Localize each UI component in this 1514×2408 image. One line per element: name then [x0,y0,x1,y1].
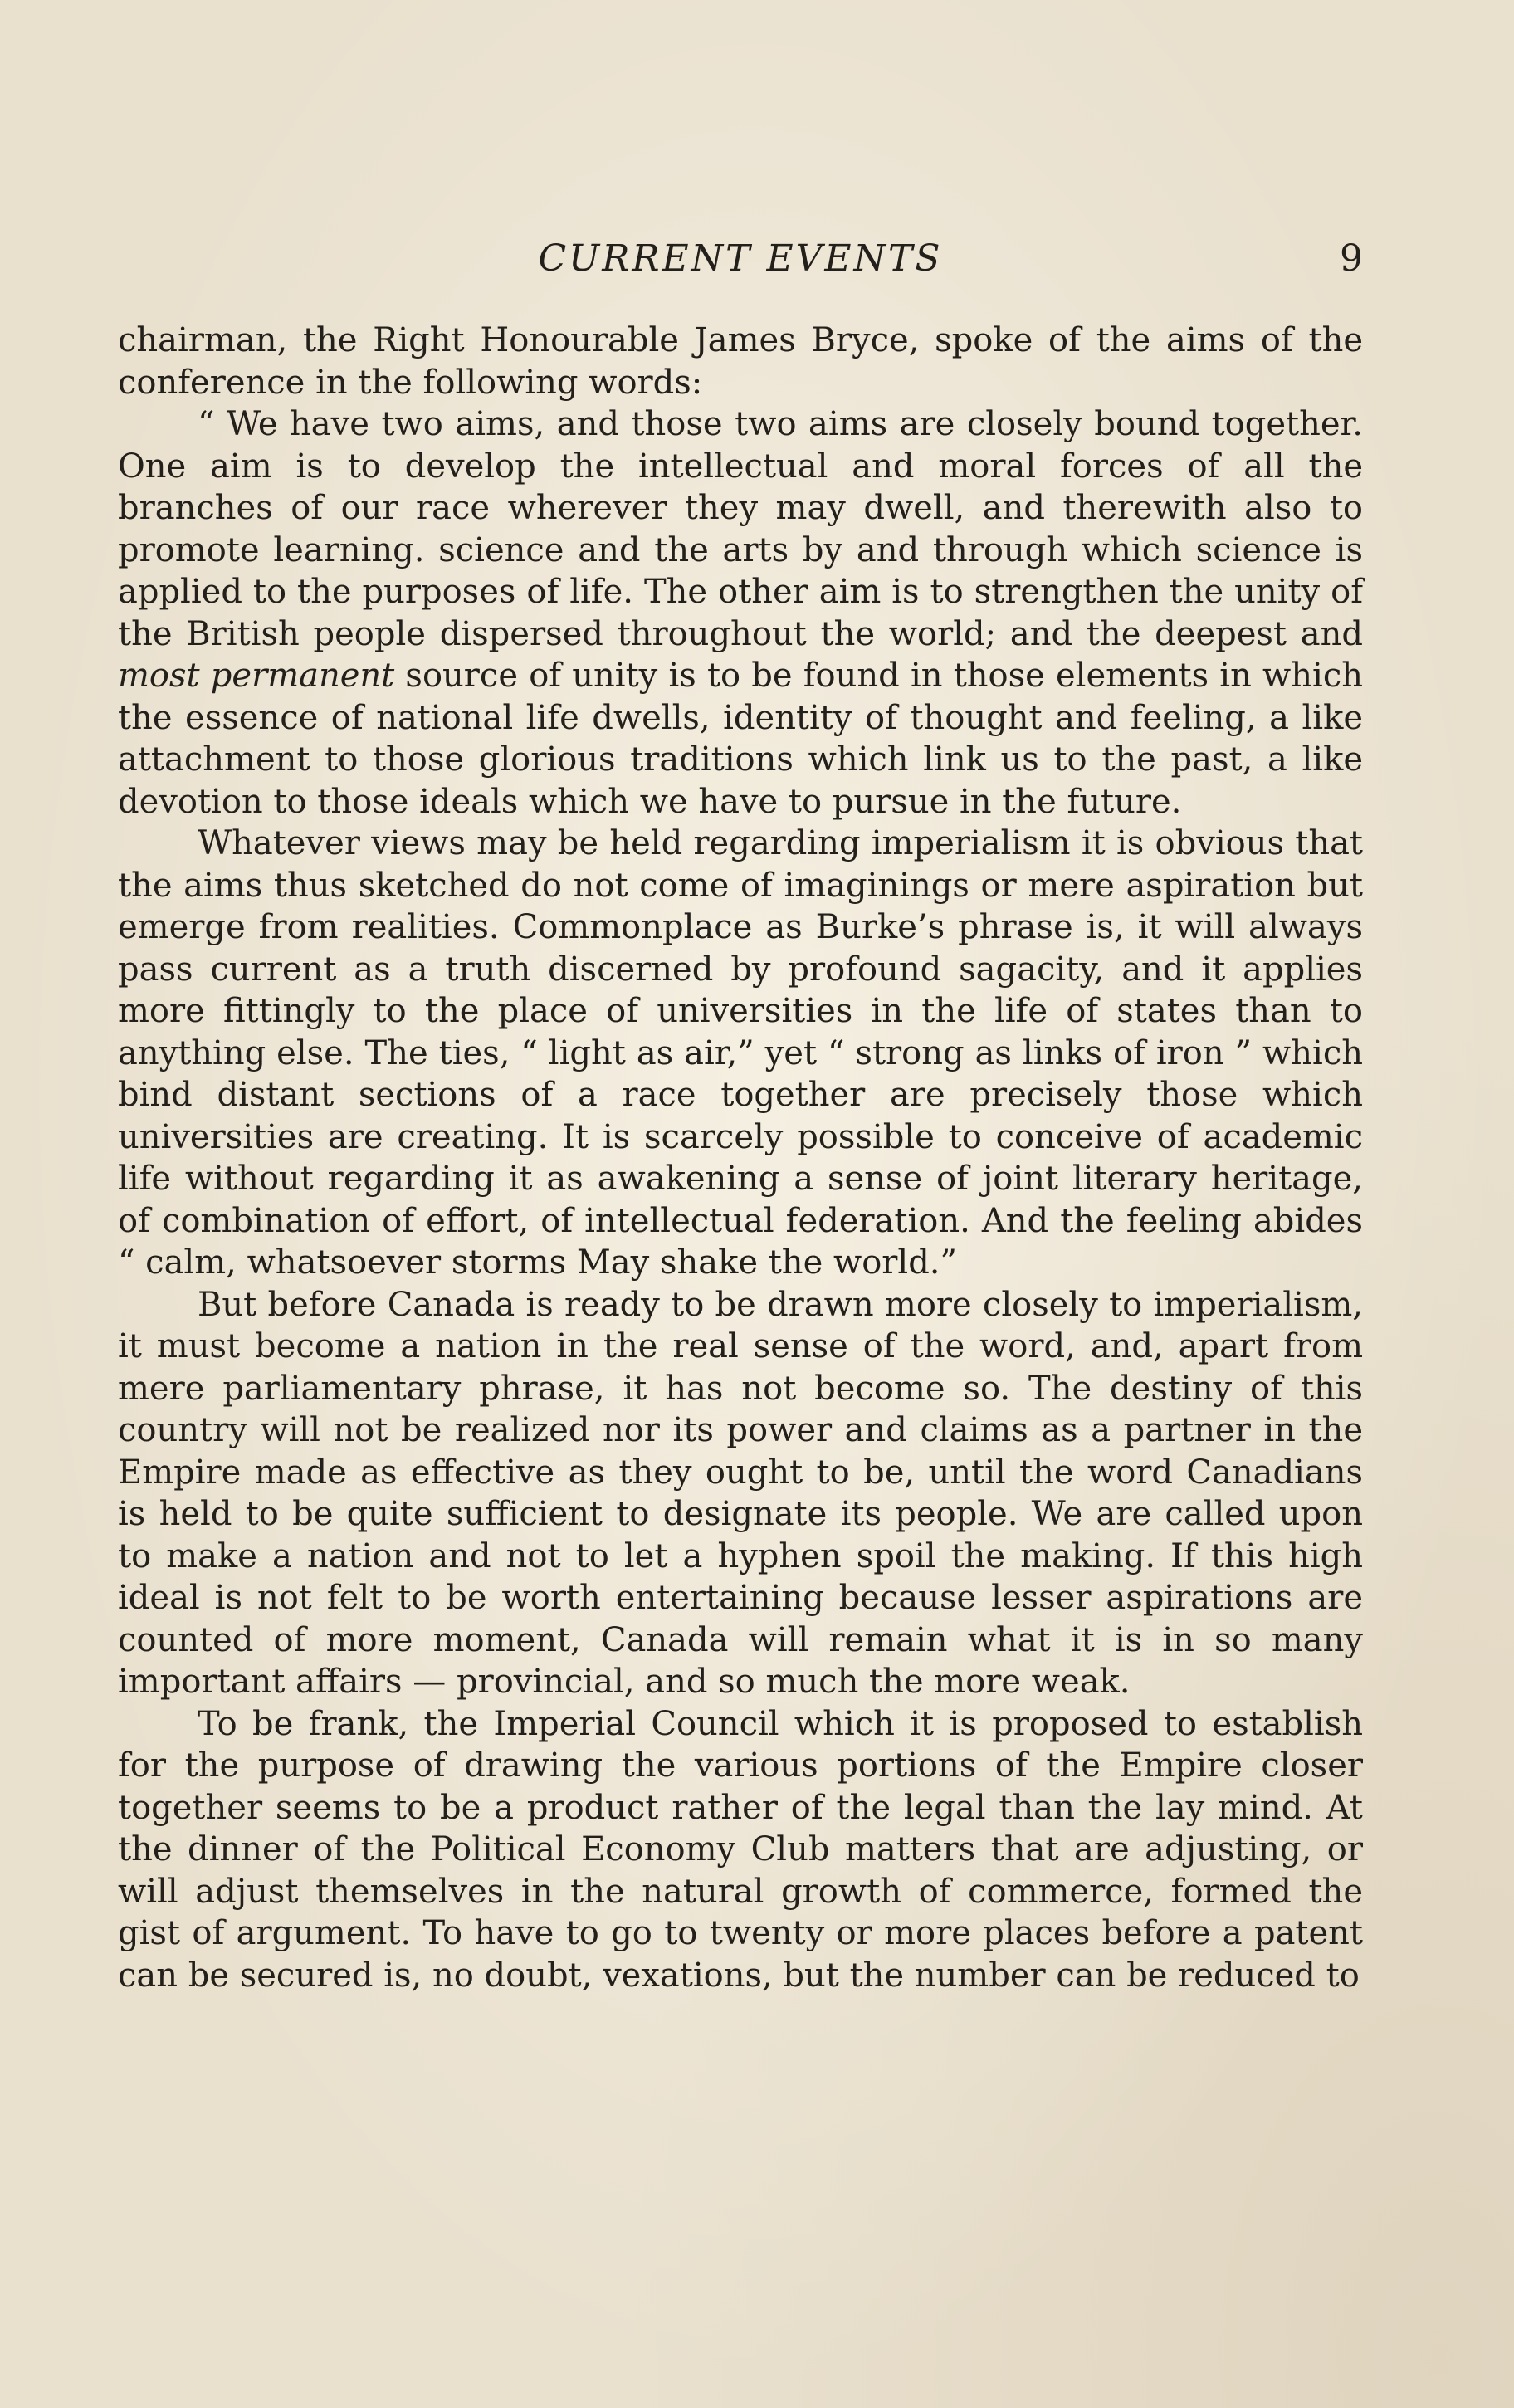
paragraph-5 [118,1703,1363,1997]
paragraph-3-text: Whatever views may be held regarding imperialism it is obvious that the aims thus sketched do not come of imaginings or mere aspiration but emerge from realities. Commonplace as Burke’s phrase is, it will always pass current as a truth discerned by profound sagacity, and it applies more fittingly to the place of universities in the life of states than to anything else. The ties, “ light as air,” yet “ strong as links of iron ” which bind distant sections of a race together are precisely those which universities are creating. It is scarcely possible to conceive of academic life without regarding it as awakening a sense of joint literary heritage, of combination of effort, of intellectual federation. And the feeling abides “ calm, whatsoever storms May shake the world.” [118,824,1363,1282]
paragraph-2-italic-phrase: most permanent [118,657,395,695]
paragraph-4-text: But before Canada is ready to be drawn more closely to imperialism, it must become a nation in the real sense of the word, and, apart from mere parliamentary phrase, it has not become so. The destiny of this country will not be realized nor its power and claims as a partner in the Empire made as effective as they ought to be, until the word Canadians is held to be quite sufficient to designate its people. We are called upon to make a nation and not to let a hyphen spoil the making. If this high ideal is not felt to be worth entertaining because lesser aspirations are counted of more moment, Canada will remain what it is in so many important affairs — provincial, and so much the more weak. [118,1285,1363,1701]
paragraph-2 [118,403,1363,823]
paragraph-4 [118,1284,1363,1703]
paragraph-2-text-b: source of unity is to be found in those elements in which the essence of national life dwells, identity of thought and feeling, a like attachment to those glorious traditions which link us to the past, a like devotion to those ideals which we have to pursue in the future. [118,657,1363,821]
page-number: 9 [1340,237,1363,280]
running-head [118,234,1363,284]
running-title: CURRENT EVENTS [538,237,943,280]
paragraph-1-text: chairman, the Right Honourable James Bryce, spoke of the aims of the conference in the following words: [118,321,1363,402]
paragraph-1 [118,320,1363,403]
paragraph-3 [118,823,1363,1284]
paragraph-5-text: To be frank, the Imperial Council which it is proposed to establish for the purpose of drawing the various portions of the Empire closer together seems to be a product rather of the legal than the lay mind. At the dinner of the Political Economy Club matters that are adjusting, or will adjust themselves in the natural growth of commerce, formed the gist of argument. To have to go to twenty or more places before a patent can be secured is, no doubt, vexations, but the number can be reduced to [118,1704,1363,1995]
paragraph-2-text-a: “ We have two aims, and those two aims are closely bound together. One aim is to develop the intellectual and moral forces of all the branches of our race wherever they may dwell, and therewith also to promote learning. science and the arts by and through which science is applied to the purposes of life. The other aim is to strengthen the unity of the British people dispersed throughout the world; and the deepest and [118,405,1363,653]
body-text [118,320,1363,1996]
